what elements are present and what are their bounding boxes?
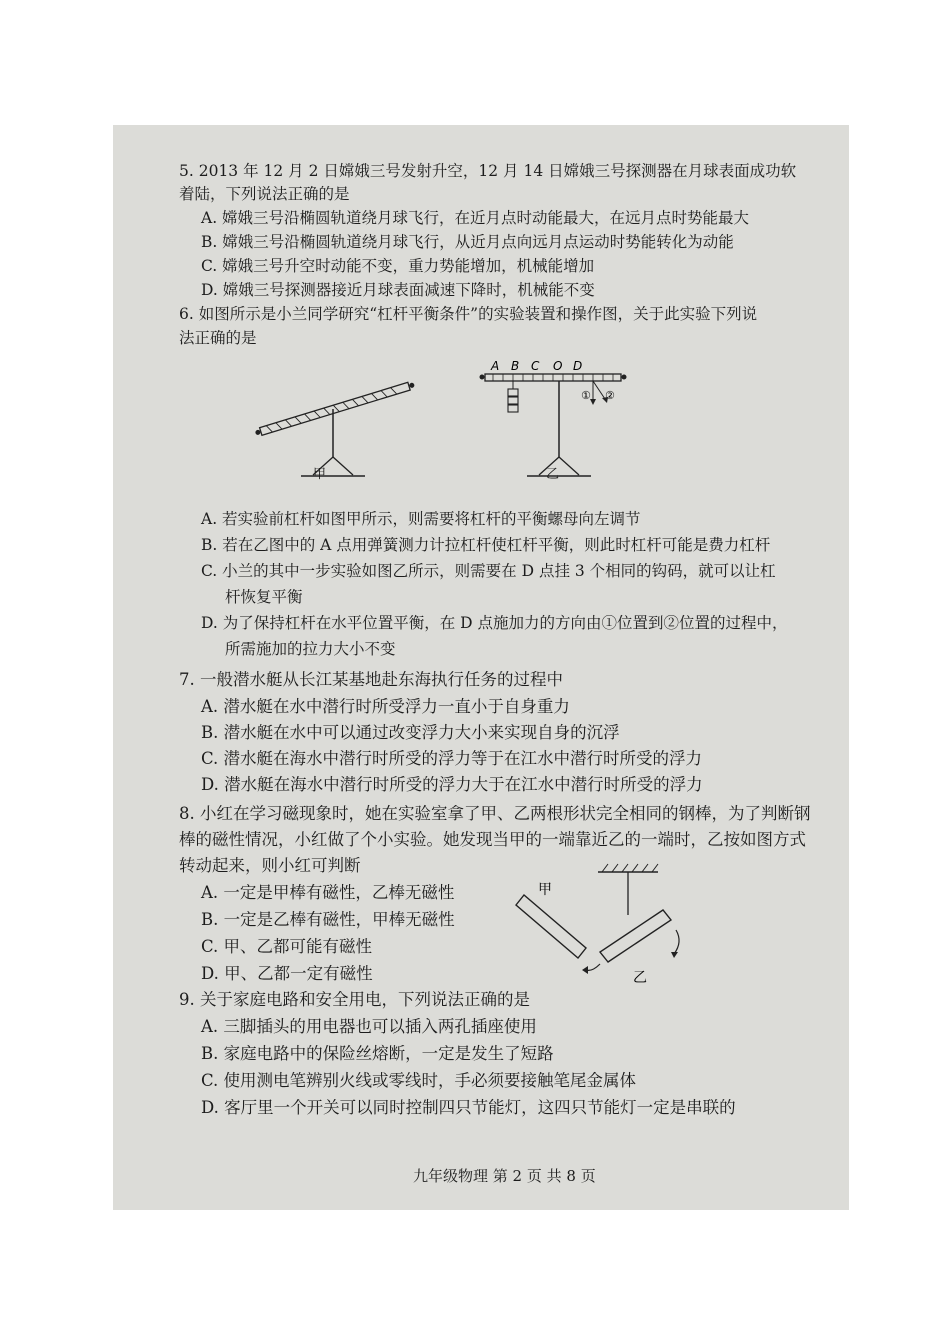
q5-stem-line2: 着陆，下列说法正确的是 xyxy=(179,185,350,203)
q7-option-b: B. 潜水艇在水中可以通过改变浮力大小来实现自身的沉浮 xyxy=(201,723,620,742)
q5-option-d: D. 嫦娥三号探测器接近月球表面减速下降时，机械能不变 xyxy=(201,281,595,299)
q8-option-d: D. 甲、乙都一定有磁性 xyxy=(201,964,373,983)
q7-option-a: A. 潜水艇在水中潜行时所受浮力一直小于自身重力 xyxy=(201,697,570,716)
magnet-figure xyxy=(508,860,708,1005)
page-footer: 九年级物理 第 2 页 共 8 页 xyxy=(413,1167,596,1185)
circle-1-label: ① xyxy=(581,389,591,402)
q5-option-c: C. 嫦娥三号升空时动能不变，重力势能增加，机械能增加 xyxy=(201,257,595,275)
label-c: C xyxy=(531,359,540,373)
q8-stem-line3: 转动起来，则小红可判断 xyxy=(179,856,361,875)
q9-option-c: C. 使用测电笔辨别火线或零线时，手必须要接触笔尾金属体 xyxy=(201,1071,637,1090)
label-o: O xyxy=(553,359,563,373)
q8-option-c: C. 甲、乙都可能有磁性 xyxy=(201,937,373,956)
q6-option-a: A. 若实验前杠杆如图甲所示，则需要将杠杆的平衡螺母向左调节 xyxy=(201,510,641,528)
q8-option-a: A. 一定是甲棒有磁性，乙棒无磁性 xyxy=(201,883,455,902)
circle-2-label: ② xyxy=(605,389,615,402)
q9-stem: 9. 关于家庭电路和安全用电，下列说法正确的是 xyxy=(179,990,530,1009)
q5-option-a: A. 嫦娥三号沿椭圆轨道绕月球飞行，在近月点时动能最大，在远月点时势能最大 xyxy=(201,209,750,227)
q6-stem-line1: 6. 如图所示是小兰同学研究“杠杆平衡条件”的实验装置和操作图，关于此实验下列说 xyxy=(179,305,758,323)
q9-option-b: B. 家庭电路中的保险丝熔断，一定是发生了短路 xyxy=(201,1044,554,1063)
label-d: D xyxy=(573,359,583,373)
q7-option-d: D. 潜水艇在海水中潜行时所受的浮力大于在江水中潜行时所受的浮力 xyxy=(201,775,703,794)
q6-option-d: D. 为了保持杠杆在水平位置平衡，在 D 点施加力的方向由①位置到②位置的过程中， xyxy=(201,614,788,632)
q5-stem-line1: 5. 2013 年 12 月 2 日嫦娥三号发射升空，12 月 14 日嫦娥三号探测器在月球表面成功软 xyxy=(179,162,797,180)
q5-option-b: B. 嫦娥三号沿椭圆轨道绕月球飞行，从近月点向远月点运动时势能转化为动能 xyxy=(201,233,734,251)
fig-jia-caption: 甲 xyxy=(313,467,327,482)
q9-option-d: D. 客厅里一个开关可以同时控制四只节能灯，这四只节能灯一定是串联的 xyxy=(201,1098,736,1117)
q6-option-c-cont: 杆恢复平衡 xyxy=(225,588,303,606)
exam-page-photo xyxy=(113,125,849,1210)
q8-stem-line1: 8. 小红在学习磁现象时，她在实验室拿了甲、乙两根形状完全相同的钢棒，为了判断钢 xyxy=(179,804,811,823)
bar-yi-label: 乙 xyxy=(633,970,647,986)
q7-option-c: C. 潜水艇在海水中潜行时所受的浮力等于在江水中潜行时所受的浮力 xyxy=(201,749,703,768)
q6-option-d-cont: 所需施加的拉力大小不变 xyxy=(225,640,396,658)
label-b: B xyxy=(511,359,520,373)
exam-content xyxy=(113,125,849,1210)
q7-stem: 7. 一般潜水艇从长江某基地赴东海执行任务的过程中 xyxy=(179,670,563,689)
bar-jia-label: 甲 xyxy=(538,882,552,898)
q6-stem-line2: 法正确的是 xyxy=(179,329,257,347)
q6-option-b: B. 若在乙图中的 A 点用弹簧测力计拉杠杆使杠杆平衡，则此时杠杆可能是费力杠杆 xyxy=(201,536,771,554)
q8-option-b: B. 一定是乙棒有磁性，甲棒无磁性 xyxy=(201,910,455,929)
q6-option-c: C. 小兰的其中一步实验如图乙所示，则需要在 D 点挂 3 个相同的钩码，就可以让杠 xyxy=(201,562,776,580)
fig-yi-caption: 乙 xyxy=(546,467,560,482)
label-a: A xyxy=(491,359,500,373)
q8-stem-line2: 棒的磁性情况，小红做了个小实验。她发现当甲的一端靠近乙的一端时，乙按如图方式 xyxy=(179,830,806,849)
q9-option-a: A. 三脚插头的用电器也可以插入两孔插座使用 xyxy=(201,1017,537,1036)
lever-figure-jia xyxy=(243,357,443,487)
